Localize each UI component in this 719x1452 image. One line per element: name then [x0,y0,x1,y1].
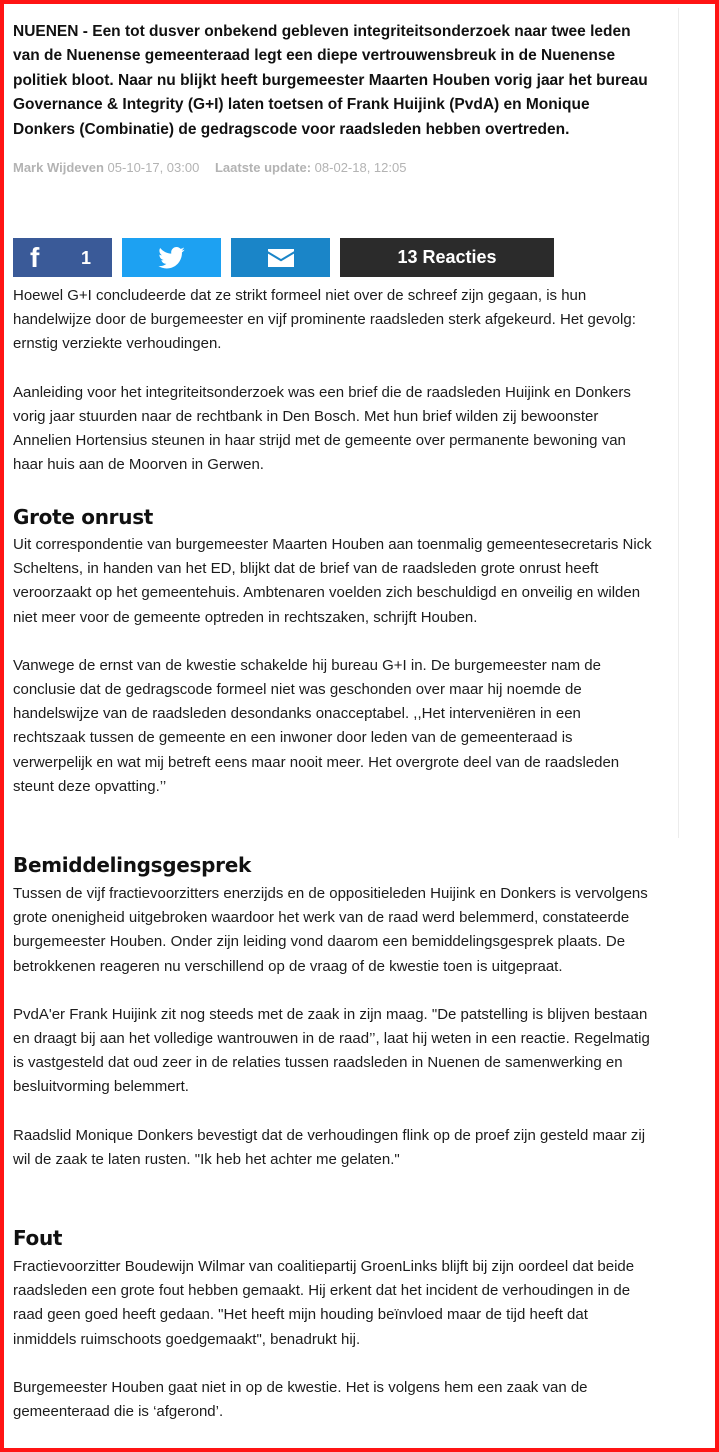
section-fout [13,1255,653,1424]
paragraph: Tussen de vijf fractievoorzitters enerzijds en de oppositieleden Huijink en Donkers is vervolgens grote onenigheid uitgebroken waardoor het werk van de raad werd belemmerd, constateerde burgemeester Houben. Onder zijn leiding vond daarom een bemiddelingsgesprek plaats. De betrokkenen reageren nu verschillend op de vraag of de kwestie toen is uitgepraat. [13,885,648,975]
twitter-icon [158,247,185,269]
paragraph: PvdA'er Frank Huijink zit nog steeds met de zaak in zijn maag. "De patstelling is blijven bestaan en draagt bij aan het volledige wantrouwen in de raad’’, laat hij weten in een reactie. Regelmatig is vastgesteld dat oud zeer in de relaties tussen raadsleden in Nuenen de samenwerking en besluitvorming belemmert. [13,1005,650,1096]
update-label: Laatste update: [214,160,312,176]
update-date: 08-02-18, 12:05 [314,160,407,176]
mail-icon [268,249,294,267]
column-divider [678,8,679,838]
facebook-icon: f [30,242,40,273]
paragraph: Raadslid Monique Donkers bevestigt dat de verhoudingen flink op de proef zijn gesteld maar zij wil de zaak te laten rusten. "Ik heb het achter me gelaten." [13,1126,646,1168]
facebook-share-count: 1 [81,248,92,268]
paragraph: Aanleiding voor het integriteitsonderzoek was een brief die de raadsleden Huijink en Donkers vorig jaar stuurden naar de rechtbank in Den Bosch. Met hun brief wilden zij bewoonster Annelien Hortensius steunen in haar strijd met de gemeente over permanente bewoning van haar huis aan de Moorven in Gerwen. [13,383,631,474]
section-heading-fout: Fout [13,1226,63,1250]
twitter-share-button[interactable] [122,238,221,277]
article-lead: NUENEN - Een tot dusver onbekend gebleven integriteitsonderzoek naar twee leden van de Nuenense gemeenteraad legt een diepe vertrouwensbreuk in de Nuenense politiek bloot. Naar nu blijkt heeft burgemeester Maarten Houben vorig jaar het bureau Governance & Integrity (G+I) laten toetsen of Frank Huijink (PvdA) en Monique Donkers (Combinatie) de gedragscode voor raadsleden hebben overtreden. [13,23,648,138]
paragraph: Uit correspondentie van burgemeester Maarten Houben aan toenmalig gemeentesecretaris Nick Scheltens, in handen van het ED, blijkt dat de brief van de raadsleden grote onrust heeft veroorzaakt op het gemeentehuis. Ambtenaren voelden zich beschuldigd en onveilig en wilden niet meer voor de gemeente optreden in rechtszaken, schrijft Houben. [13,536,652,626]
section-heading-grote-onrust: Grote onrust [13,505,154,529]
email-share-button[interactable] [231,238,330,277]
share-bar [13,238,653,277]
section-grote-onrust [13,533,653,799]
facebook-share-button[interactable] [13,238,112,277]
paragraph: Burgemeester Houben gaat niet in op de kwestie. Het is volgens hem een zaak van de gemeenteraad die is ‘afgerond’. [13,1378,588,1421]
section-heading-bemiddelingsgesprek: Bemiddelingsgesprek [13,853,252,877]
publish-date: 05-10-17, 03:00 [107,160,200,176]
author-name[interactable]: Mark Wijdeven [13,160,104,176]
article-meta [13,159,653,177]
reactions-button[interactable]: 13 Reacties [340,238,554,277]
paragraph: Hoewel G+I concludeerde dat ze strikt formeel niet over de schreef zijn gegaan, is hun handelwijze door de burgemeester en vijf prominente raadsleden sterk afgekeurd. Het gevolg: ernstig verziekte verhoudingen. [13,287,636,353]
section-bemiddelingsgesprek [13,882,653,1172]
paragraph: Vanwege de ernst van de kwestie schakelde hij bureau G+I in. De burgemeester nam de conclusie dat de gedragscode formeel niet was geschonden over maar hij noemde de handelswijze van de raadsleden desondanks onacceptabel. ,,Het interveniëren in een rechtszaak tussen de gemeente en een inwoner door leden van de gemeenteraad is verwerpelijk en wat mij betreft eens maar nooit meer. Het overgrote deel van de raadsleden steunt deze opvatting.’’ [13,656,620,795]
section-intro [13,284,653,477]
article [13,20,653,1421]
paragraph: Fractievoorzitter Boudewijn Wilmar van coalitiepartij GroenLinks blijft bij zijn oordeel dat beide raadsleden een grote fout hebben gemaakt. Hij erkent dat het incident de verhoudingen in de raad geen goed heeft gedaan. "Het heeft mijn houding beïnvloed maar de tijd heeft dat inmiddels ruimschoots goedgemaakt", benadrukt hij. [13,1258,635,1348]
